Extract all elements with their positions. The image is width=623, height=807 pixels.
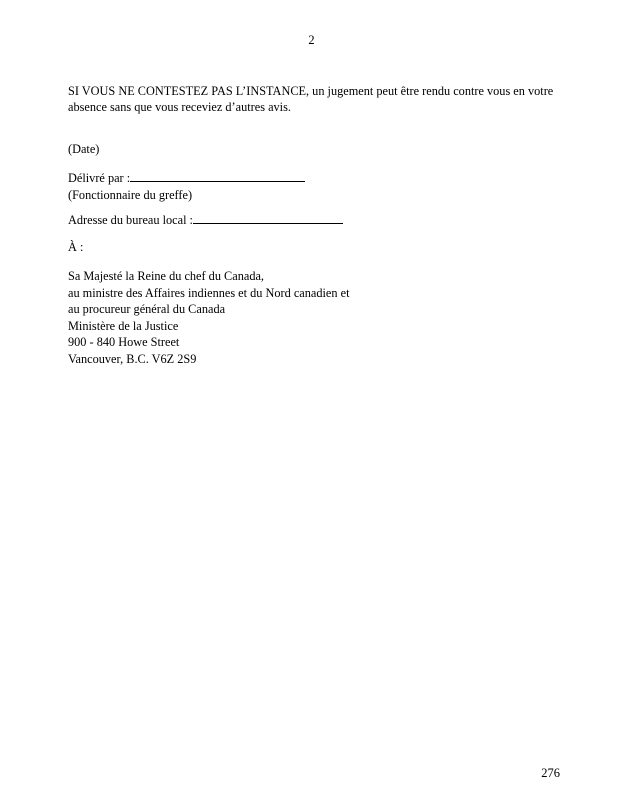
page-number-footer: 276 <box>541 766 560 780</box>
recipient-line: Ministère de la Justice <box>68 318 179 333</box>
recipient-line: au ministre des Affaires indiennes et du Nord canadien et <box>68 285 350 300</box>
local-office-fill-line[interactable] <box>193 223 343 224</box>
delivered-by-fill-line[interactable] <box>130 181 305 182</box>
local-office-label: Adresse du bureau local : <box>68 213 193 227</box>
delivered-by-label: Délivré par : <box>68 171 131 185</box>
recipient-line: au procureur général du Canada <box>68 302 226 317</box>
delivered-by-block <box>68 170 305 203</box>
recipient-address-block <box>68 268 350 368</box>
page-number-header: 2 <box>308 33 315 47</box>
recipient-line: Sa Majesté la Reine du chef du Canada, <box>68 269 264 283</box>
recipient-line: 900 - 840 Howe Street <box>68 335 180 350</box>
to-label: À : <box>68 240 84 254</box>
local-office-row <box>68 213 343 228</box>
delivered-by-note: (Fonctionnaire du greffe) <box>68 187 193 202</box>
date-placeholder: (Date) <box>68 142 100 156</box>
notice-paragraph: SI VOUS NE CONTESTEZ PAS L’INSTANCE, un jugement peut être rendu contre vous en votre absence sans que vous receviez d’autres avis. <box>68 84 554 115</box>
recipient-line: Vancouver, B.C. V6Z 2S9 <box>68 351 197 366</box>
delivered-by-row <box>68 170 305 187</box>
notice-paragraph-block <box>68 83 560 115</box>
